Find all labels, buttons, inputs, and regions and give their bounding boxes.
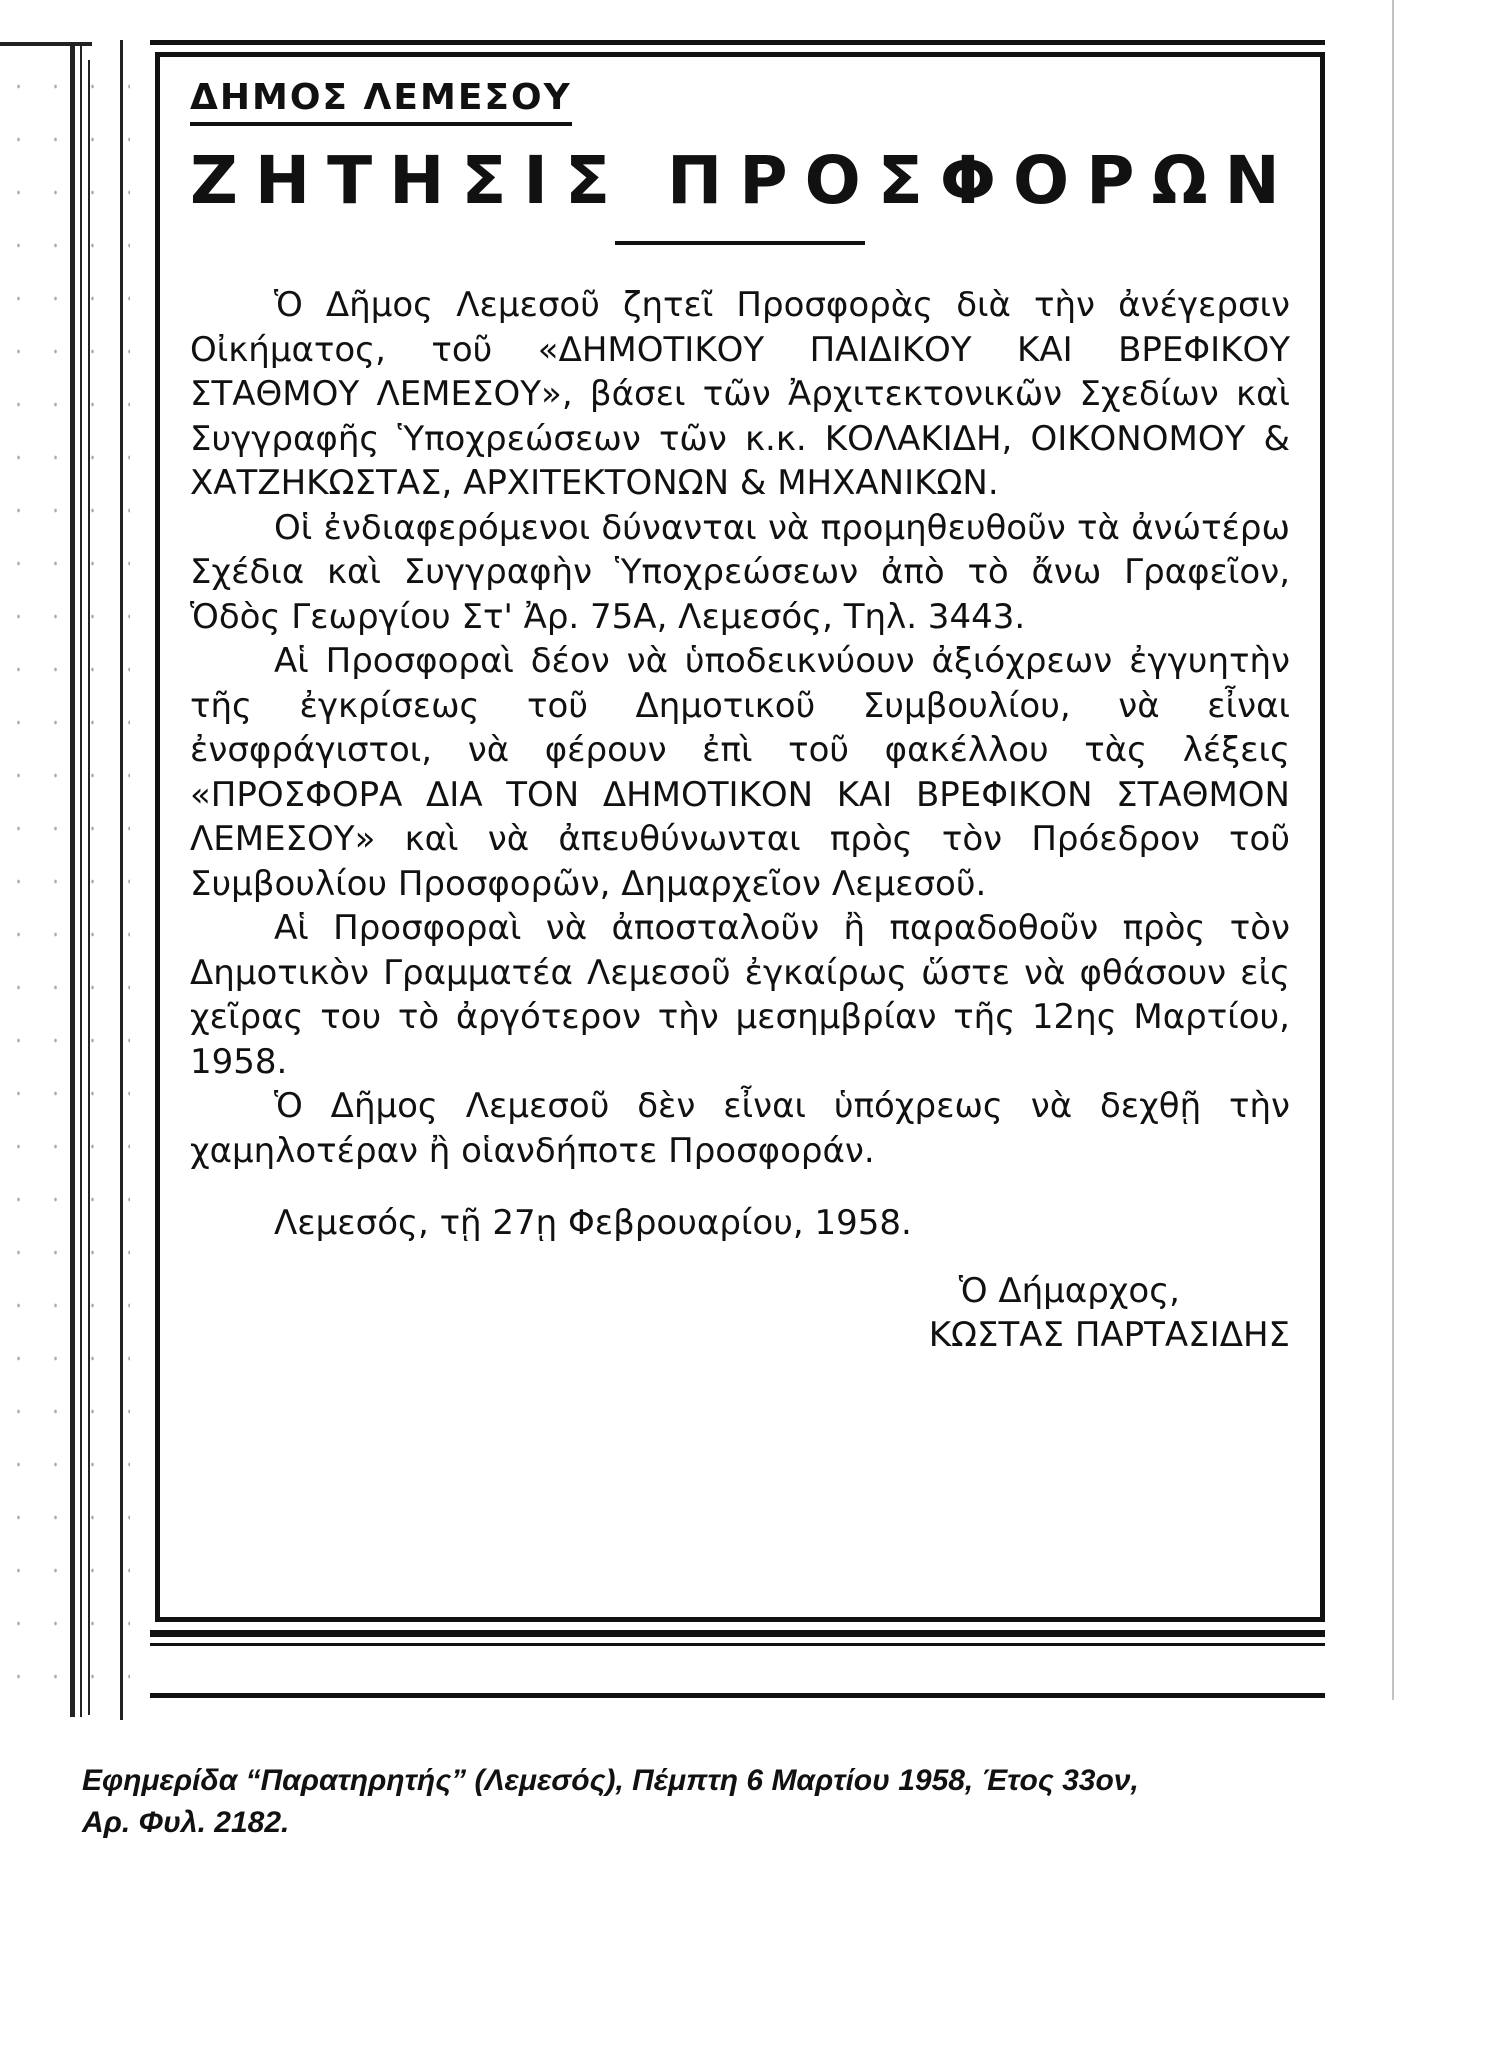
paragraph-disclaimer: Ὁ Δῆμος Λεμεσοῦ δὲν εἶναι ὑπόχρεως νὰ δεχθῇ τὴν χαμηλοτέραν ἢ οἱανδήποτε Προσφοράν.	[190, 1086, 1290, 1171]
paragraph-plans: Οἱ ἐνδιαφερόμενοι δύνανται νὰ προμηθευθοῦν τὰ ἀνώτέρω Σχέδια καὶ Συγγραφὴν Ὑποχρεώσεων ἀπὸ τὸ ἄνω Γραφεῖον, Ὁδὸς Γεωργίου Στ' Ἀρ. 75Α, Λεμεσός, Τηλ. 3443.	[190, 507, 1290, 637]
signature-name: ΚΩΣΤΑΣ ΠΑΡΤΑΣΙΔΗΣ	[928, 1315, 1290, 1355]
left-column-rule-outer	[0, 42, 92, 46]
top-rule	[150, 40, 1325, 45]
headline-divider	[615, 241, 865, 245]
source-caption-line-1: Εφημερίδα “Παρατηρητής” (Λεμεσός), Πέμπτη 6 Μαρτίου 1958, Έτος 33ον,	[82, 1764, 1139, 1797]
notice-date: Λεμεσός, τῇ 27ῃ Φεβρουαρίου, 1958.	[274, 1203, 912, 1243]
notice-body	[190, 283, 1290, 1173]
bottom-rule-2	[150, 1643, 1325, 1646]
paragraph-deadline: Αἱ Προσφοραὶ νὰ ἀποσταλοῦν ἢ παραδοθοῦν πρὸς τὸν Δημοτικὸν Γραμματέα Λεμεσοῦ ἐγκαίρως ὥστε νὰ φθάσουν εἰς χεῖρας του τὸ ἀργότερον τὴν μεσημβρίαν τῆς 12ης Μαρτίου, 1958.	[190, 908, 1290, 1082]
municipality-heading: ΔΗΜΟΣ ΛΕΜΕΣΟΥ	[190, 77, 572, 126]
bottom-rule-3	[150, 1693, 1325, 1698]
signature-title: Ὁ Δήμαρχος,	[958, 1271, 1180, 1311]
source-caption	[82, 1760, 1342, 1844]
source-caption-line-2: Αρ. Φυλ. 2182.	[82, 1806, 290, 1839]
right-scan-line	[1392, 0, 1394, 1700]
paragraph-conditions: Αἱ Προσφοραὶ δέον νὰ ὑποδεικνύουν ἀξιόχρεων ἐγγυητὴν τῆς ἐγκρίσεως τοῦ Δημοτικοῦ Συμβουλίου, νὰ εἶναι ἐνσφράγιστοι, νὰ φέρουν ἐπὶ τοῦ φακέλλου τὰς λέξεις «ΠΡΟΣΦΟΡΑ ΔΙΑ ΤΟΝ ΔΗΜΟΤΙΚΟΝ ΚΑΙ ΒΡΕΦΙΚΟΝ ΣΤΑΘΜΟΝ ΛΕΜΕΣΟΥ» καὶ νὰ ἀπευθύνωνται πρὸς τὸν Πρόεδρον τοῦ Συμβουλίου Προσφορῶν, Δημαρχεῖον Λεμεσοῦ.	[190, 641, 1290, 904]
paragraph-request: Ὁ Δῆμος Λεμεσοῦ ζητεῖ Προσφορὰς διὰ τὴν ἀνέγερσιν Οἰκήματος, τοῦ «ΔΗΜΟΤΙΚΟΥ ΠΑΙΔΙΚΟΥ ΚΑΙ ΒΡΕΦΙΚΟΥ ΣΤΑΘΜΟΥ ΛΕΜΕΣΟΥ», βάσει τῶν Ἀρχιτεκτονικῶν Σχεδίων καὶ Συγγραφῆς Ὑποχρεώσεων τῶν κ.κ. ΚΟΛΑΚΙΔΗ, ΟΙΚΟΝΟΜΟΥ & ΧΑΤΖΗΚΩΣΤΑΣ, ΑΡΧΙΤΕΚΤΟΝΩΝ & ΜΗΧΑΝΙΚΩΝ.	[190, 285, 1290, 503]
scan-noise	[0, 60, 130, 1680]
tender-notice-box	[155, 52, 1325, 1622]
tender-notice-content	[190, 77, 1297, 1357]
bottom-rule-1	[150, 1630, 1325, 1637]
notice-headline: ΖΗΤΗΣΙΣ ΠΡΟΣΦΟΡΩΝ	[190, 142, 1297, 219]
signature-block	[190, 1269, 1290, 1357]
